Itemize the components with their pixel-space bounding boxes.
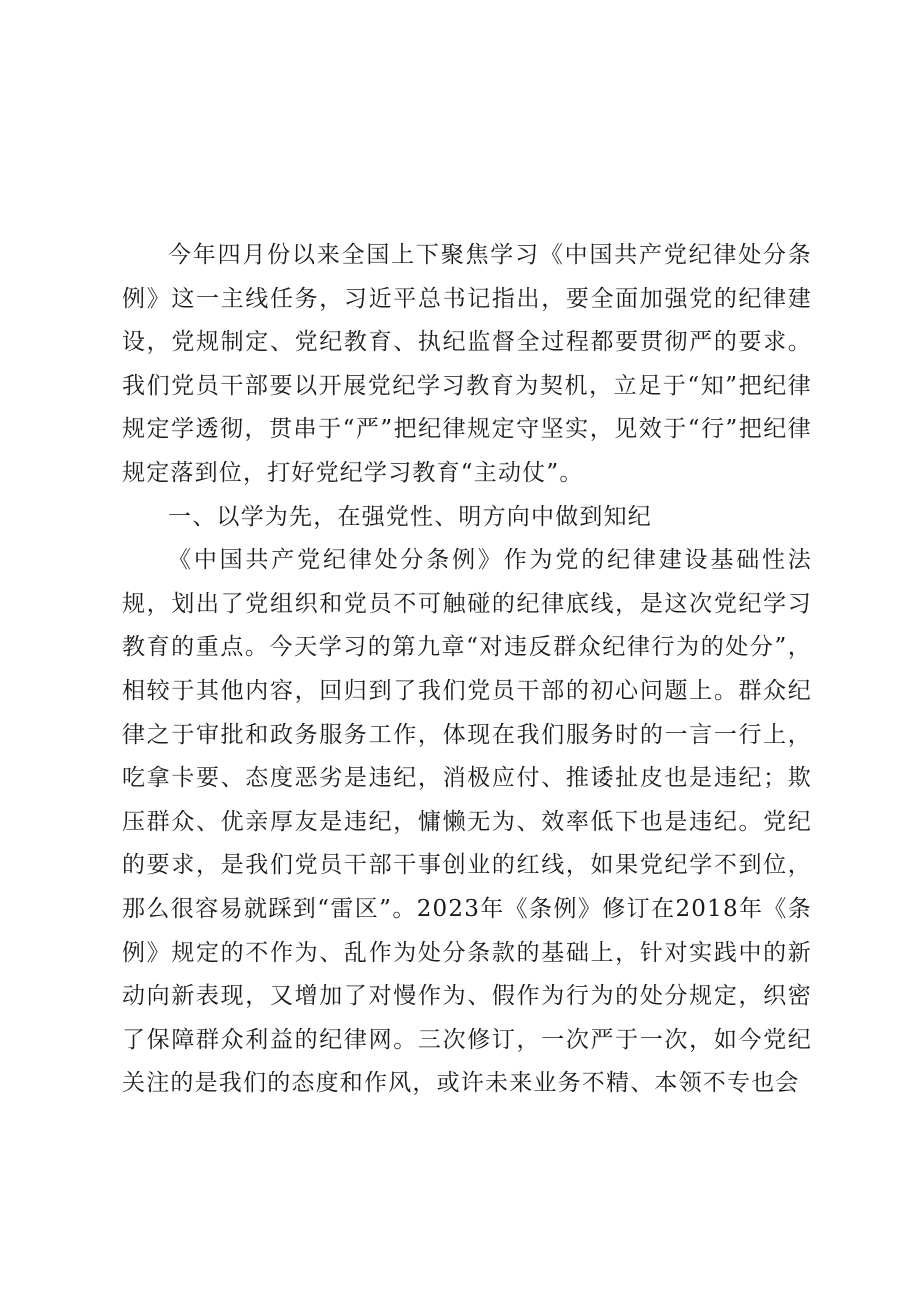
section-paragraph: 《中国共产党纪律处分条例》作为党的纪律建设基础性法规，划出了党组织和党员不可触碰的纪律底线，是这次党纪学习教育的重点。今天学习的第九章“对违反群众纪律行为的处分”，相较于其他内容，回归到了我们党员干部的初心问题上。群众纪律之于审批和政务服务工作，体现在我们服务时的一言一行上，吃拿卡要、态度恶劣是违纪，消极应付、推诿扯皮也是违纪；欺压群众、优亲厚友是违纪，慵懒无为、效率低下也是违纪。党纪的要求，是我们党员干部干事创业的红线，如果党纪学不到位，那么很容易就踩到“雷区”。2023年《条例》修订在2018年《条例》规定的不作为、乱作为处分条款的基础上，针对实践中的新动向新表现，又增加了对慢作为、假作为行为的处分规定，织密了保障群众利益的纪律网。三次修订，一次严于一次，如今党纪关注的是我们的态度和作风，或许未来业务不精、本领不专也会 [122,547,812,1097]
document-body [122,234,812,1106]
intro-paragraph: 今年四月份以来全国上下聚焦学习《中国共产党纪律处分条例》这一主线任务，习近平总书记指出，要全面加强党的纪律建设，党规制定、党纪教育、执纪监督全过程都要贯彻严的要求。我们党员干部要以开展党纪学习教育为契机，立足于“知”把纪律规定学透彻，贯串于“严”把纪律规定守坚实，见效于“行”把纪律规定落到位，打好党纪学习教育“主动仗”。 [122,242,812,486]
section-heading: 一、以学为先，在强党性、明方向中做到知纪 [168,503,652,530]
